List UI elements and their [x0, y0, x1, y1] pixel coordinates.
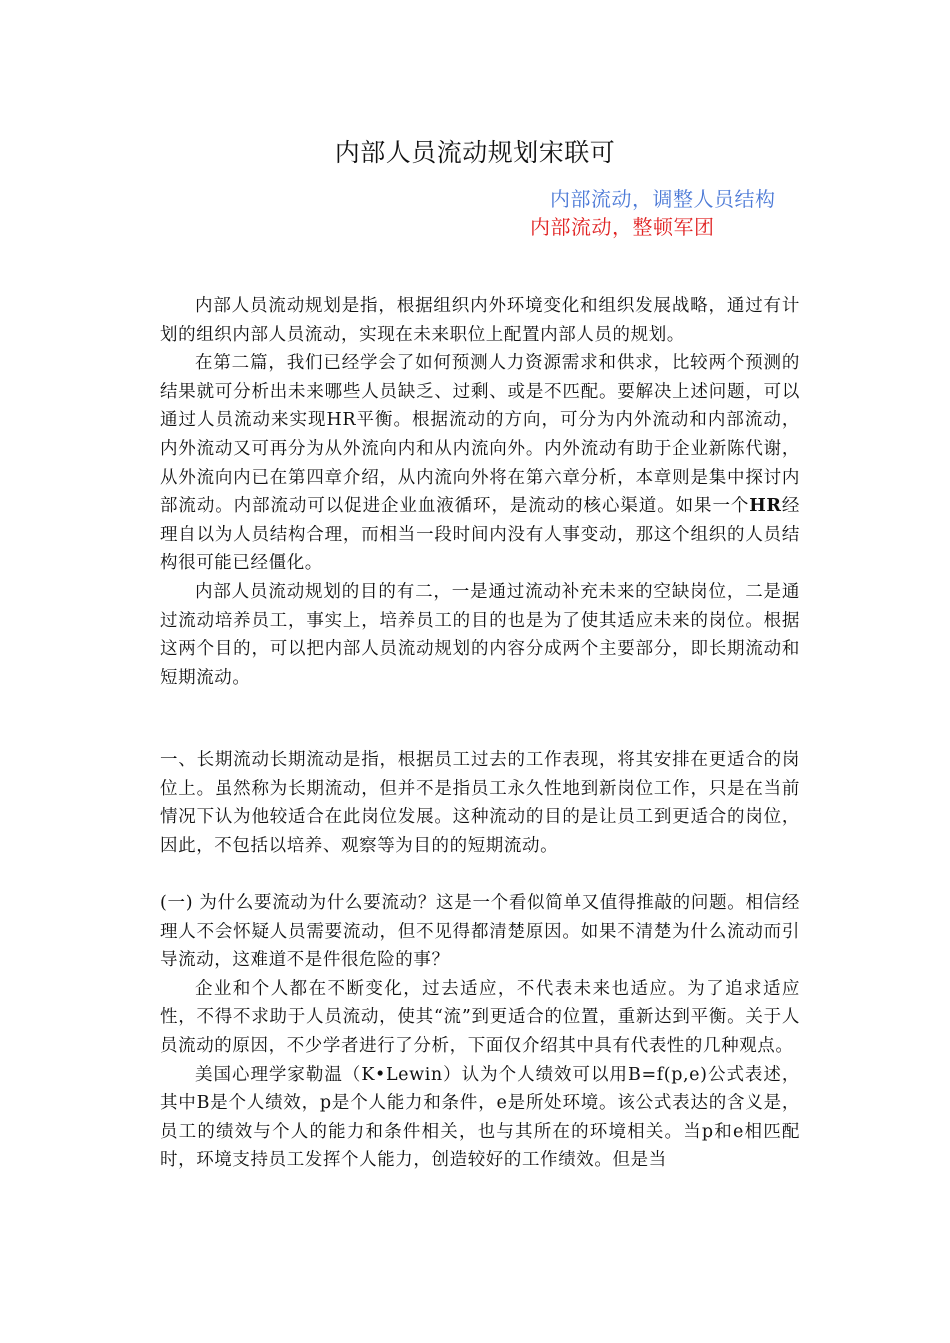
paragraph-adaptation: 企业和个人都在不断变化，过去适应，不代表未来也适应。为了追求适应性，不得不求助于人员流动，使其“流”到更适合的位置，重新达到平衡。关于人员流动的原因，不少学者进行了分析，下面仅介绍其中具有代表性的几种观点。: [160, 978, 800, 1056]
paragraph-background-part1: 在第二篇，我们已经学会了如何预测人力资源需求和供求，比较两个预测的结果就可分析出未来哪些人员缺乏、过剩、或是不匹配。要解决上述问题，可以通过人员流动来实现HR平衡。根据流动的方向，可分为内外流动和内部流动，内外流动又可再分为从外流向内和从内流向外。内外流动有助于企业新陈代谢，从外流向内已在第四章介绍，从内流向外将在第六章分析，本章则是集中探讨内部流动。内部流动可以促进企业血液循环，是流动的核心渠道。如果一个: [160, 353, 800, 517]
paragraph-long-term: 一、长期流动长期流动是指，根据员工过去的工作表现，将其安排在更适合的岗位上。虽然称为长期流动，但并不是指员工永久性地到新岗位工作，只是在当前情况下认为他较适合在此岗位发展。这种流动的目的是让员工到更适合的岗位，因此，不包括以培养、观察等为目的的短期流动。: [160, 750, 800, 856]
hr-bold-text: HR: [749, 496, 782, 517]
document-title: 内部人员流动规划宋联可: [334, 138, 616, 167]
paragraph-background: [160, 349, 800, 578]
paragraph-definition: 内部人员流动规划是指，根据组织内外环境变化和组织发展战略，通过有计划的组织内部人员流动，实现在未来职位上配置内部人员的规划。: [160, 296, 800, 345]
paragraph-lewin: 美国心理学家勒温（K•Lewin）认为个人绩效可以用B=f(p,e)公式表述，其中B是个人绩效，p是个人能力和条件，e是所处环境。该公式表达的含义是，员工的绩效与个人的能力和条件相关，也与其所在的环境相关。当p和e相匹配时，环境支持员工发挥个人能力，创造较好的工作绩效。但是当: [160, 1064, 800, 1171]
paragraph-purpose: 内部人员流动规划的目的有二，一是通过流动补充未来的空缺岗位，二是通过流动培养员工，事实上，培养员工的目的也是为了使其适应未来的岗位。根据这两个目的，可以把内部人员流动规划的内容分成两个主要部分，即长期流动和短期流动。: [160, 581, 800, 688]
long-term-section: [160, 746, 800, 860]
subtitle-red: 内部流动，整顿军团: [530, 215, 715, 239]
why-flow-section: [160, 889, 800, 1175]
paragraph-why-flow: (一) 为什么要流动为什么要流动？这是一个看似简单又值得推敲的问题。相信经理人不会怀疑人员需要流动，但不见得都清楚原因。如果不清楚为什么流动而引导流动，这难道不是件很危险的事？: [160, 893, 800, 971]
subtitle-blue: 内部流动，调整人员结构: [550, 187, 776, 211]
intro-section: [160, 292, 800, 692]
paragraph-background-part2: 经理自以为人员结构合理，而相当一段时间内没有人事变动，那这个组织的人员结构很可能已经僵化。: [160, 496, 800, 574]
